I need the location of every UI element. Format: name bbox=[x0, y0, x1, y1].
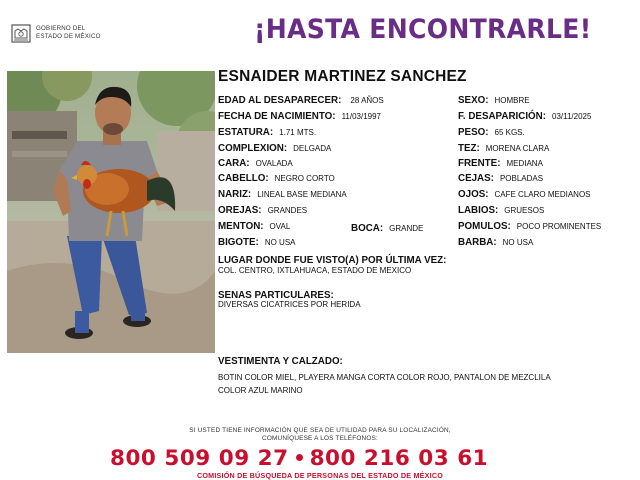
cejas-label: CEJAS: bbox=[458, 173, 494, 184]
estatura-label: ESTATURA: bbox=[218, 127, 274, 138]
last-seen-value: COL. CENTRO, IXTLAHUACA, ESTADO DE MEXICO bbox=[218, 266, 412, 275]
pomulos-value: POCO PROMINENTES bbox=[516, 222, 602, 231]
edad-value: 28 AÑOS bbox=[350, 96, 384, 105]
headline: ¡HASTA ENCONTRARLE! bbox=[254, 14, 592, 45]
field-cejas bbox=[458, 173, 543, 184]
nariz-label: NARIZ: bbox=[218, 189, 252, 200]
phone-2[interactable]: 800 216 03 61 bbox=[309, 446, 489, 471]
barba-value: NO USA bbox=[502, 238, 534, 247]
field-menton bbox=[218, 221, 290, 232]
field-pomulos bbox=[458, 221, 601, 232]
field-orejas bbox=[218, 205, 307, 216]
clothing-line-1: BOTIN COLOR MIEL, PLAYERA MANGA CORTA COLOR ROJO, PANTALON DE MEZCLILA bbox=[218, 373, 551, 382]
bigote-value: NO USA bbox=[264, 238, 296, 247]
field-peso bbox=[458, 127, 525, 138]
cara-value: OVALADA bbox=[255, 159, 293, 168]
estatura-value: 1.71 MTS. bbox=[279, 128, 317, 137]
last-seen-label: LUGAR DONDE FUE VISTO(A) POR ÚLTIMA VEZ: bbox=[218, 255, 447, 266]
field-labios bbox=[458, 205, 544, 216]
frente-label: FRENTE: bbox=[458, 158, 501, 169]
gov-line-1: GOBIERNO DEL bbox=[36, 25, 86, 32]
barba-label: BARBA: bbox=[458, 237, 497, 248]
frente-value: MEDIANA bbox=[506, 159, 543, 168]
contact-note-line-1: SI USTED TIENE INFORMACIÓN QUE SEA DE UTILIDAD PARA SU LOCALIZACIÓN, bbox=[189, 427, 451, 434]
separator-dot-icon bbox=[296, 454, 303, 461]
field-frente bbox=[458, 158, 543, 169]
complexion-label: COMPLEXION: bbox=[218, 143, 288, 154]
field-estatura bbox=[218, 127, 316, 138]
cabello-label: CABELLO: bbox=[218, 173, 269, 184]
gov-line-2: ESTADO DE MÉXICO bbox=[36, 32, 101, 40]
boca-label: BOCA: bbox=[351, 223, 384, 234]
phone-numbers bbox=[110, 446, 530, 471]
contact-note-line-2: COMUNÍQUESE A LOS TELÉFONOS: bbox=[262, 435, 378, 442]
tez-label: TEZ: bbox=[458, 143, 480, 154]
pomulos-label: POMULOS: bbox=[458, 221, 511, 232]
field-nariz bbox=[218, 189, 347, 200]
tez-value: MORENA CLARA bbox=[485, 144, 550, 153]
labios-label: LABIOS: bbox=[458, 205, 499, 216]
complexion-value: DELGADA bbox=[293, 144, 332, 153]
cejas-value: POBLADAS bbox=[499, 174, 544, 183]
marks-value: DIVERSAS CICATRICES POR HERIDA bbox=[218, 300, 361, 309]
field-boca bbox=[351, 223, 423, 234]
peso-label: PESO: bbox=[458, 127, 489, 138]
field-cara bbox=[218, 158, 293, 169]
contact-note bbox=[120, 427, 520, 443]
peso-value: 65 KGS. bbox=[494, 128, 525, 137]
field-complexion bbox=[218, 143, 331, 154]
field-sexo bbox=[458, 95, 530, 106]
field-edad bbox=[218, 95, 384, 106]
photo-illustration bbox=[7, 71, 215, 353]
field-ojos bbox=[458, 189, 591, 200]
nariz-value: LINEAL BASE MEDIANA bbox=[257, 190, 347, 199]
cara-label: CARA: bbox=[218, 158, 250, 169]
marks-label: SENAS PARTICULARES: bbox=[218, 290, 334, 301]
labios-value: GRUESOS bbox=[504, 206, 545, 215]
desaparicion-label: F. DESAPARICIÓN: bbox=[458, 111, 546, 122]
nacimiento-label: FECHA DE NACIMIENTO: bbox=[218, 111, 336, 122]
commission-name: COMISIÓN DE BÚSQUEDA DE PERSONAS DEL ESTADO DE MÉXICO bbox=[196, 471, 444, 480]
field-desaparicion bbox=[458, 111, 591, 122]
phone-1[interactable]: 800 509 09 27 bbox=[110, 446, 289, 471]
bigote-label: BIGOTE: bbox=[218, 237, 259, 248]
field-bigote bbox=[218, 237, 296, 248]
ojos-value: CAFE CLARO MEDIANOS bbox=[494, 190, 591, 199]
boca-value: GRANDE bbox=[389, 224, 424, 233]
field-cabello bbox=[218, 173, 335, 184]
orejas-label: OREJAS: bbox=[218, 205, 262, 216]
desaparicion-value: 03/11/2025 bbox=[552, 112, 592, 121]
sexo-value: HOMBRE bbox=[494, 96, 530, 105]
person-name: ESNAIDER MARTINEZ SANCHEZ bbox=[218, 68, 467, 85]
state-seal-icon bbox=[10, 22, 32, 44]
clothing-line-2: COLOR AZUL MARINO bbox=[218, 386, 303, 395]
field-barba bbox=[458, 237, 533, 248]
field-tez bbox=[458, 143, 549, 154]
cabello-value: NEGRO CORTO bbox=[274, 174, 335, 183]
clothing-label: VESTIMENTA Y CALZADO: bbox=[218, 356, 343, 367]
menton-label: MENTON: bbox=[218, 221, 264, 232]
edad-label: EDAD AL DESAPARECER: bbox=[218, 95, 342, 106]
nacimiento-value: 11/03/1997 bbox=[341, 112, 382, 121]
menton-value: OVAL bbox=[269, 222, 291, 231]
field-nacimiento bbox=[218, 111, 381, 122]
missing-person-photo bbox=[7, 71, 215, 353]
government-logo bbox=[10, 22, 120, 46]
ojos-label: OJOS: bbox=[458, 189, 489, 200]
orejas-value: GRANDES bbox=[267, 206, 308, 215]
sexo-label: SEXO: bbox=[458, 95, 489, 106]
